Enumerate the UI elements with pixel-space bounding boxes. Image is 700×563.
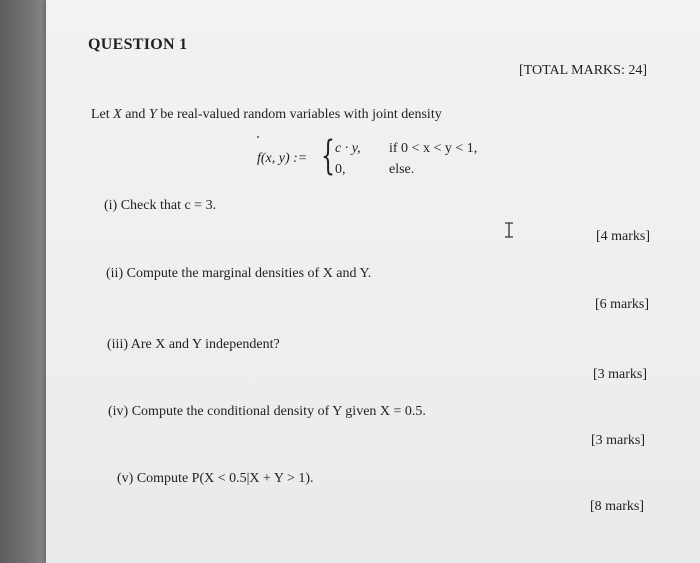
part-iv-label: (iv) Compute the conditional density of Y given X = 0.5.	[108, 404, 426, 419]
question-heading: QUESTION 1	[88, 36, 188, 53]
exam-paper	[46, 0, 700, 563]
part-i-label: (i) Check that c = 3.	[104, 198, 217, 213]
intro-text-3: be real-valued random variables with joint density	[156, 107, 442, 122]
part-v-label: (v) Compute P(X < 0.5|X + Y > 1).	[117, 471, 314, 486]
intro-text-2: and	[121, 107, 149, 122]
case-1-condition: if 0 < x < y < 1,	[389, 141, 478, 156]
part-iii-label: (iii) Are X and Y independent?	[107, 337, 280, 352]
variable-x: X	[113, 107, 122, 122]
case-2-value: 0,	[335, 162, 346, 177]
part-i-marks: [4 marks]	[596, 229, 651, 244]
intro-text-1: Let	[91, 107, 114, 122]
variable-y: Y	[148, 107, 157, 122]
total-marks: [TOTAL MARKS: 24]	[519, 63, 647, 78]
part-iii-marks: [3 marks]	[593, 367, 648, 382]
case-1-value: c · y,	[335, 141, 361, 156]
text-cursor-icon	[504, 222, 514, 238]
part-ii-marks: [6 marks]	[595, 297, 650, 312]
part-v-marks: [8 marks]	[590, 499, 645, 514]
left-brace-symbol: {	[321, 133, 335, 179]
part-iv-marks: [3 marks]	[591, 433, 646, 448]
paper-speck	[257, 136, 259, 138]
part-ii-label: (ii) Compute the marginal densities of X and Y.	[106, 266, 372, 281]
background-edge	[0, 0, 46, 563]
case-2-condition: else.	[389, 162, 415, 177]
formula-lhs: f(x, y) :=	[257, 151, 308, 166]
question-intro	[91, 108, 442, 122]
